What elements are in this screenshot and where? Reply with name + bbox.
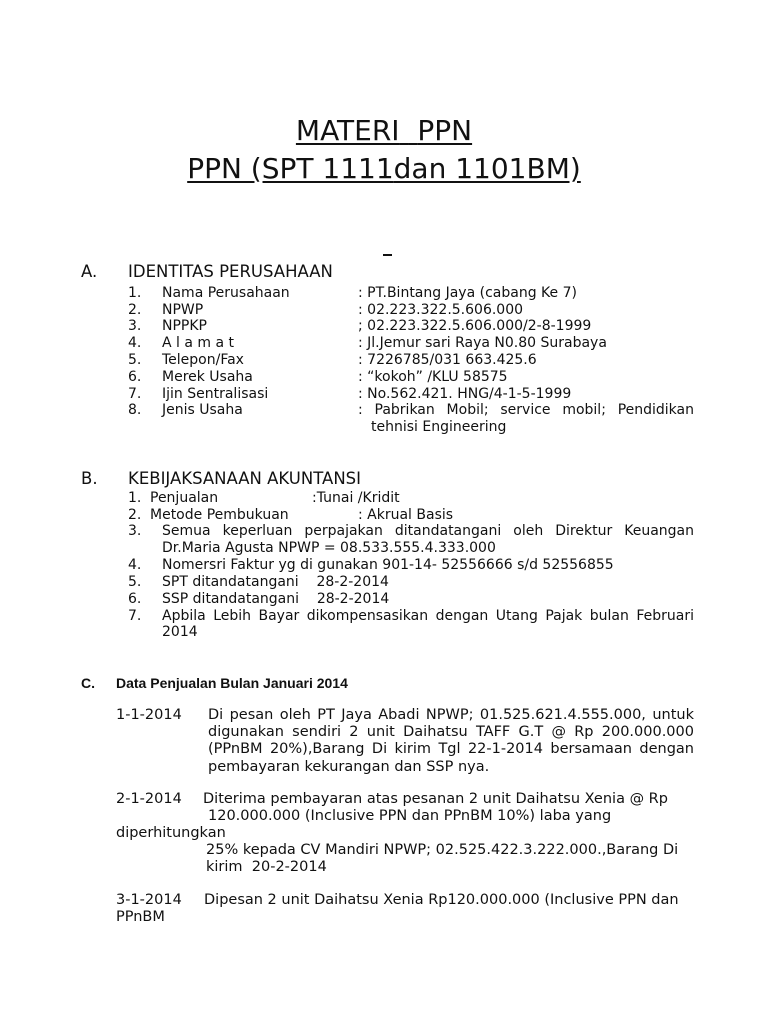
subtitle-part-1: PPN (SPT 1111 (187, 152, 394, 185)
entry-line: 25% kepada CV Mandiri NPWP; 02.525.422.3.222.000.,Barang Di (206, 842, 679, 858)
list-item-label: Telepon/Fax (162, 352, 244, 368)
entry-date: 2-1-2014 (116, 791, 182, 807)
entry-date: 3-1-2014 (116, 892, 182, 908)
entry-line: kirim 20-2-2014 (206, 859, 327, 875)
section-c-letter: C. (81, 675, 95, 691)
list-item-text-continued: Dr.Maria Agusta NPWP = 08.533.555.4.333.000 (162, 540, 496, 556)
list-item-num: 1. (128, 490, 142, 506)
section-b-heading: KEBIJAKSANAAN AKUNTANSI (128, 469, 361, 488)
list-item-label: Jenis Usaha (162, 402, 243, 418)
list-item-num: 4. (128, 335, 142, 351)
list-item-label: NPWP (162, 302, 204, 318)
title-materi: MATERI (295, 114, 400, 147)
list-item-text: SPT ditandatangani 28-2-2014 (162, 574, 389, 590)
entry-line: Di pesan oleh PT Jaya Abadi NPWP; 01.525.621.4.555.000, untuk (208, 707, 694, 723)
entry-line: pembayaran kekurangan dan SSP nya. (208, 759, 490, 775)
list-item-num: 3. (128, 318, 142, 334)
underline-mark (383, 254, 392, 256)
entry-line: 120.000.000 (Inclusive PPN dan PPnBM 10%) laba yang (208, 808, 612, 824)
entry-line: Diterima pembayaran atas pesanan 2 unit Daihatsu Xenia @ Rp (203, 791, 668, 807)
section-c-heading: Data Penjualan Bulan Januari 2014 (116, 675, 348, 691)
section-a-heading: IDENTITAS PERUSAHAAN (128, 262, 333, 281)
list-item-value: : Jl.Jemur sari Raya N0.80 Surabaya (358, 335, 607, 351)
list-item-label: Penjualan (150, 490, 219, 506)
list-item-label: Metode Pembukuan (150, 507, 289, 523)
entry-line: Dipesan 2 unit Daihatsu Xenia Rp120.000.000 (Inclusive PPN dan (204, 892, 679, 908)
list-item-value: : PT.Bintang Jaya (cabang Ke 7) (358, 285, 577, 301)
entry-date: 1-1-2014 (116, 707, 182, 723)
list-item-text: SSP ditandatangani 28-2-2014 (162, 591, 390, 607)
document-title (0, 114, 768, 147)
list-item-text: Semua keperluan perpajakan ditandatangani oleh Direktur Keuangan (162, 523, 694, 539)
list-item-value: : “kokoh” /KLU 58575 (358, 369, 508, 385)
subtitle-part-2: dan 1101BM) (393, 152, 581, 185)
list-item-text-continued: 2014 (162, 624, 198, 640)
entry-line: digunakan sendiri 2 unit Daihatsu TAFF G.T @ Rp 200.000.000 (208, 724, 694, 740)
list-item-value-continued: tehnisi Engineering (371, 419, 507, 435)
list-item-num: 8. (128, 402, 142, 418)
list-item-value: :Tunai /Kridit (312, 490, 400, 506)
list-item-label: Ijin Sentralisasi (162, 386, 269, 402)
list-item-num: 6. (128, 591, 142, 607)
list-item-num: 5. (128, 574, 142, 590)
list-item-value: : Pabrikan Mobil; service mobil; Pendidikan (358, 402, 694, 418)
list-item-num: 3. (128, 523, 142, 539)
title-ppn: PPN (417, 114, 473, 147)
list-item-value: : 02.223.322.5.606.000 (358, 302, 524, 318)
list-item-text: Nomersri Faktur yg di gunakan 901-14- 52556666 s/d 52556855 (162, 557, 614, 573)
list-item-label: NPPKP (162, 318, 207, 334)
list-item-num: 6. (128, 369, 142, 385)
list-item-value: : Akrual Basis (358, 507, 454, 523)
list-item-text: Apbila Lebih Bayar dikompensasikan dengan Utang Pajak bulan Februari (162, 608, 694, 624)
entry-line: (PPnBM 20%),Barang Di kirim Tgl 22-1-2014 bersamaan dengan (208, 741, 694, 757)
list-item-label: Merek Usaha (162, 369, 253, 385)
section-b-letter: B. (81, 469, 98, 488)
list-item-value: : No.562.421. HNG/4-1-5-1999 (358, 386, 572, 402)
entry-line: diperhitungkan (116, 825, 226, 841)
list-item-num: 4. (128, 557, 142, 573)
document-subtitle (0, 152, 768, 185)
list-item-num: 7. (128, 386, 142, 402)
section-a-letter: A. (81, 262, 98, 281)
list-item-label: Nama Perusahaan (162, 285, 290, 301)
entry-line: PPnBM (116, 909, 165, 925)
list-item-value: : 7226785/031 663.425.6 (358, 352, 537, 368)
list-item-num: 5. (128, 352, 142, 368)
list-item-value: ; 02.223.322.5.606.000/2-8-1999 (358, 318, 592, 334)
list-item-num: 2. (128, 507, 142, 523)
list-item-num: 1. (128, 285, 142, 301)
list-item-num: 2. (128, 302, 142, 318)
list-item-label: A l a m a t (162, 335, 235, 351)
list-item-num: 7. (128, 608, 142, 624)
